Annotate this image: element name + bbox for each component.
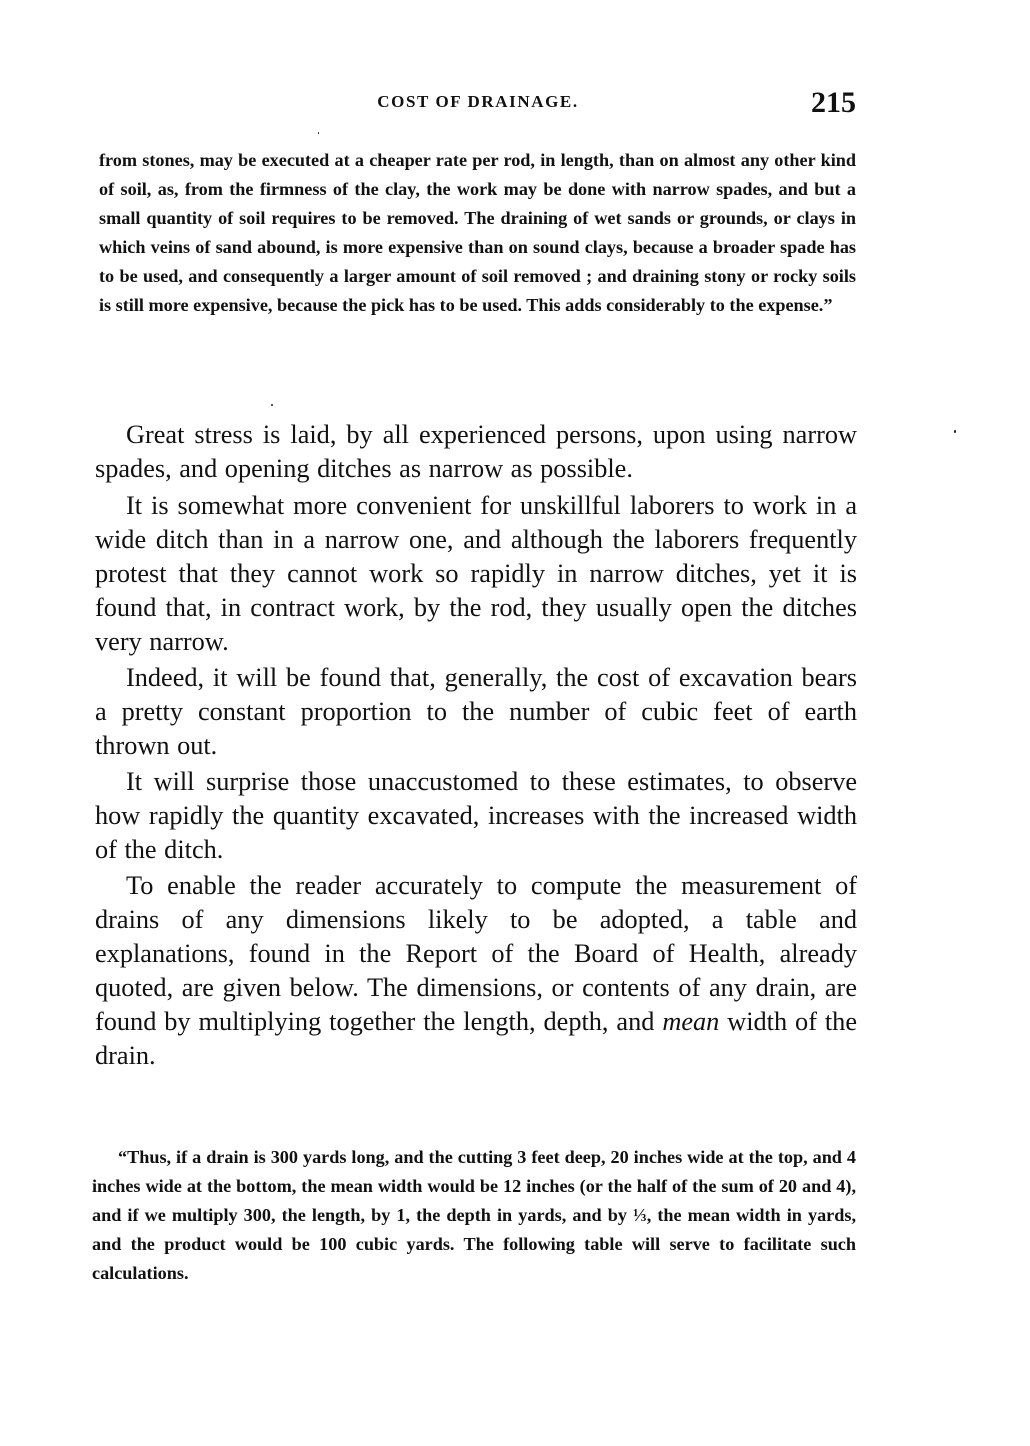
paragraph: It is somewhat more convenient for unskillful laborers to work in a wide ditch than in a narrow one, and although the laborers frequently protest that they cannot work so rapidly in narrow ditches, yet it is found that, in contract work, by the rod, they usually open the ditches very narrow.	[95, 491, 857, 656]
running-head: COST OF DRAINAGE.	[377, 92, 579, 111]
print-speck	[954, 430, 956, 433]
print-speck	[271, 404, 273, 406]
quoted-passage-bottom: “Thus, if a drain is 300 yards long, and the cutting 3 feet deep, 20 inches wide at the top, and 4 inches wide at the bottom, the mean width would be 12 inches (or the half of the sum of 20 and 4), and if we multiply 300, the length, by 1, the depth in yards, and by ⅓, the mean width in yards, and the product would be 100 cubic yards. The following table will serve to facilitate such calculations.	[92, 1147, 856, 1283]
emphasized-word: mean	[662, 1007, 720, 1036]
paragraph-text: width of the drain.	[95, 1007, 857, 1070]
page-number: 215	[811, 86, 856, 119]
paragraph: It will surprise those unaccustomed to these estimates, to observe how rapidly the quantity excavated, increases with the increased width of the ditch.	[95, 767, 857, 864]
quoted-passage-top: from stones, may be executed at a cheaper rate per rod, in length, than on almost any other kind of soil, as, from the firmness of the clay, the work may be done with narrow spades, and but a small quantity of soil requires to be removed. The draining of wet sands or grounds, or clays in which veins of sand abound, is more expensive than on sound clays, because a broader spade has to be used, and consequently a larger amount of soil removed ; and draining stony or rocky soils is still more expensive, because the pick has to be used. This adds considerably to the expense.”	[99, 150, 856, 315]
paragraph: Great stress is laid, by all experienced persons, upon using narrow spades, and opening ditches as narrow as possible.	[95, 420, 857, 483]
main-text	[95, 418, 857, 1075]
print-speck	[318, 132, 319, 134]
paragraph: Indeed, it will be found that, generally, the cost of excavation bears a pretty constant proportion to the number of cubic feet of earth thrown out.	[95, 663, 857, 760]
paragraph	[95, 869, 857, 1073]
page-header	[98, 88, 858, 128]
paragraph-text: To enable the reader accurately to compute the measurement of drains of any dimensions likely to be adopted, a table and explanations, found in the Report of the Board of Health, already quoted, are given below. The dimensions, or contents of any drain, are found by multiplying together the length, depth, and	[95, 871, 857, 1036]
